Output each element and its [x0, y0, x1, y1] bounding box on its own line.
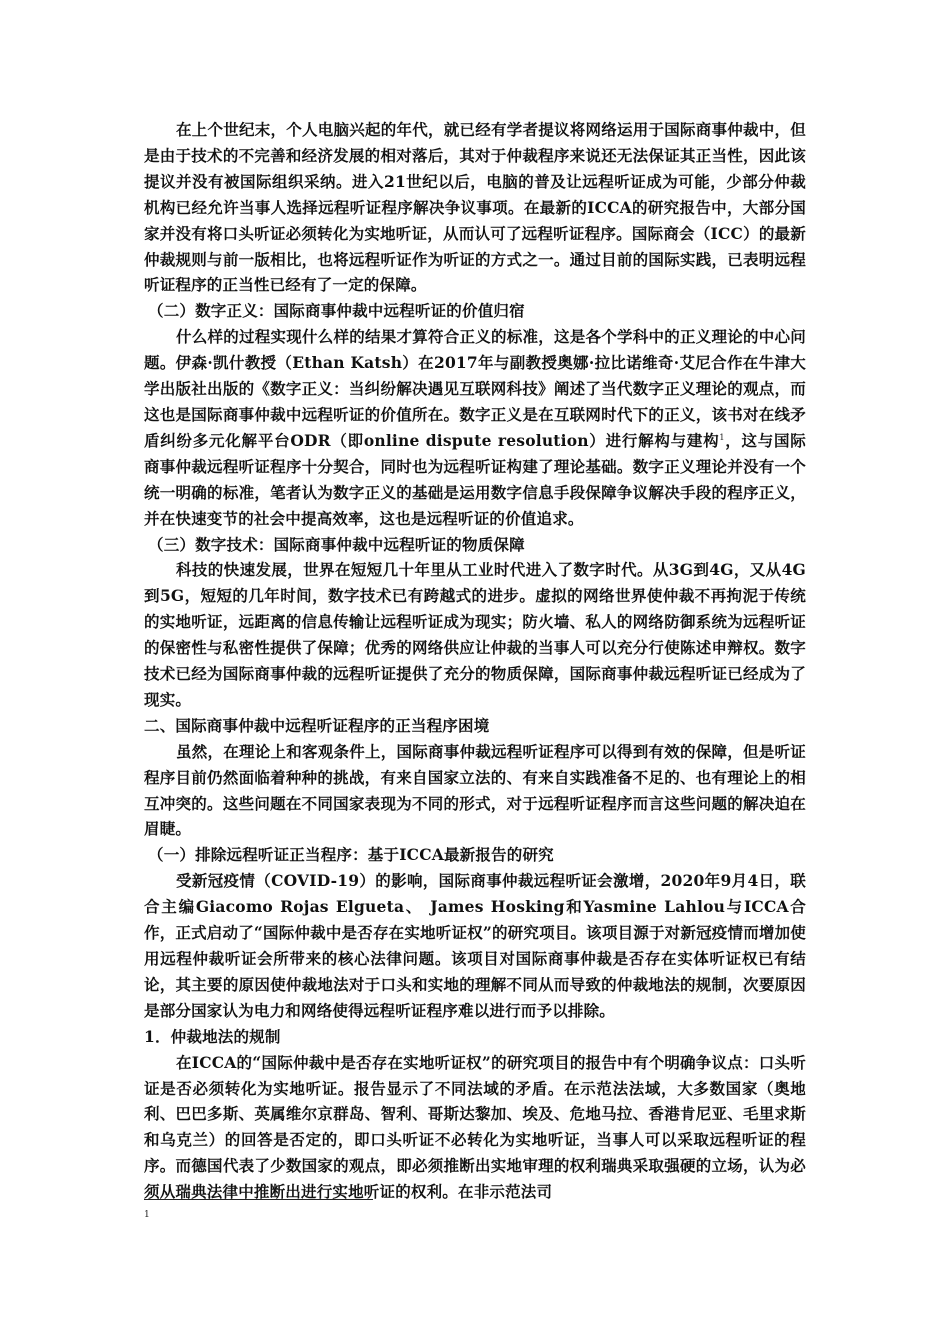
paragraph: 在ICCA的“国际仲裁中是否存在实地听证权”的研究项目的报告中有个明确争议点：口头听证是否必须转化为实地听证。报告显示了不同法域的矛盾。在示范法法域，大多数国家（奥地利、巴巴多斯、英属维尔京群岛、智利、哥斯达黎加、埃及、危地马拉、香港肯尼亚、毛里求斯和乌克兰）的回答是否定的，即口头听证不必转化为实地听证，当事人可以采取远程听证的程序。而德国代表了少数国家的观点，即必须推断出实地审理的权利瑞典采取强硬的立场，认为必须从瑞典法律中推断出进行实地听证的权利。在非示范法司	[144, 1052, 806, 1202]
footnote-reference[interactable]: 1	[719, 432, 725, 442]
paragraph: 什么样的过程实现什么样的结果才算符合正义的标准，这是各个学科中的正义理论的中心问题。伊森·凯什教授（Ethan Katsh）在2017年与副教授奥娜·拉比诺维奇·艾尼合作在牛津大学出版社出版的《数字正义：当纠纷解决遇见互联网科技》阐述了当代数字正义理论的观点，而这也是国际商事仲裁中远程听证的价值所在。数字正义是在互联网时代下的正义，该书对在线矛盾纠纷多元化解平台ODR（即online dispute resolution）进行解构与建构$^1$，这与国际商事仲裁远程听证程序十分契合，同时也为远程听证构建了理论基础。数字正义理论并没有一个统一明确的标准，笔者认为数字正义的基础是运用数字信息手段保障争议解决手段的程序正义，并在快速变节的社会中提高效率，这也是远程听证的价值追求。	[144, 327, 806, 528]
paragraph: 在上个世纪末，个人电脑兴起的年代，就已经有学者提议将网络运用于国际商事仲裁中，但是由于技术的不完善和经济发展的相对落后，其对于仲裁程序来说还无法保证其正当性，因此该提议并没有被国际组织采纳。进入21世纪以后，电脑的普及让远程听证成为可能，少部分仲裁机构已经允许当事人选择远程听证程序解决争议事项。在最新的ICCA的研究报告中，大部分国家并没有将口头听证必须转化为实地听证，从而认可了远程听证程序。国际商会（ICC）的最新仲裁规则与前一版相比，也将远程听证作为听证的方式之一。通过目前的国际实践，已表明远程听证程序的正当性已经有了一定的保障。	[144, 120, 806, 295]
chapter-heading: 二、国际商事仲裁中远程听证程序的正当程序困境	[144, 715, 490, 735]
section-heading: （三）数字技术：国际商事仲裁中远程听证的物质保障	[148, 534, 525, 554]
subsection-heading: 1．仲裁地法的规制	[144, 1026, 281, 1046]
footnote-number: 1	[144, 1210, 150, 1220]
section-heading: （一）排除远程听证正当程序：基于ICCA最新报告的研究	[148, 845, 554, 865]
paragraph: 受新冠疫情（COVID-19）的影响，国际商事仲裁远程听证会激增，2020年9月4日，联合主编Giacomo Rojas Elgueta、 James Hosking和Yasmine Lahlou与ICCA合作，正式启动了“国际仲裁中是否存在实地听证权”的研究项目。该项目源于对新冠疫情而增加使用远程仲裁听证会所带来的核心法律问题。该项目对国际商事仲裁是否存在实体听证权已有结论，其主要的原因使仲裁地法对于口头和实地的理解不同从而导致的仲裁地法的规制，次要原因是部分国家认为电力和网络使得远程听证程序难以进行而予以排除。	[144, 871, 806, 1020]
footnote-separator	[144, 1199, 373, 1200]
paragraph: 虽然，在理论上和客观条件上，国际商事仲裁远程听证程序可以得到有效的保障，但是听证程序目前仍然面临着种种的挑战，有来自国家立法的、有来自实践准备不足的、也有理论上的相互冲突的。这些问题在不同国家表现为不同的形式，对于远程听证程序而言这些问题的解决迫在眉睫。	[144, 741, 806, 839]
footnote	[144, 1210, 150, 1220]
paragraph: 科技的快速发展，世界在短短几十年里从工业时代进入了数字时代。从3G到4G，又从4G到5G，短短的几年时间，数字技术已有跨越式的进步。虚拟的网络世界使仲裁不再拘泥于传统的实地听证，远距离的信息传输让远程听证成为现实；防火墙、私人的网络防御系统为远程听证的保密性与私密性提供了保障；优秀的网络供应让仲裁的当事人可以充分行使陈述申辩权。数字技术已经为国际商事仲裁的远程听证提供了充分的物质保障，国际商事仲裁远程听证已经成为了现实。	[144, 560, 806, 709]
body-text	[144, 117, 806, 1205]
section-heading: （二）数字正义：国际商事仲裁中远程听证的价值归宿	[148, 301, 525, 321]
